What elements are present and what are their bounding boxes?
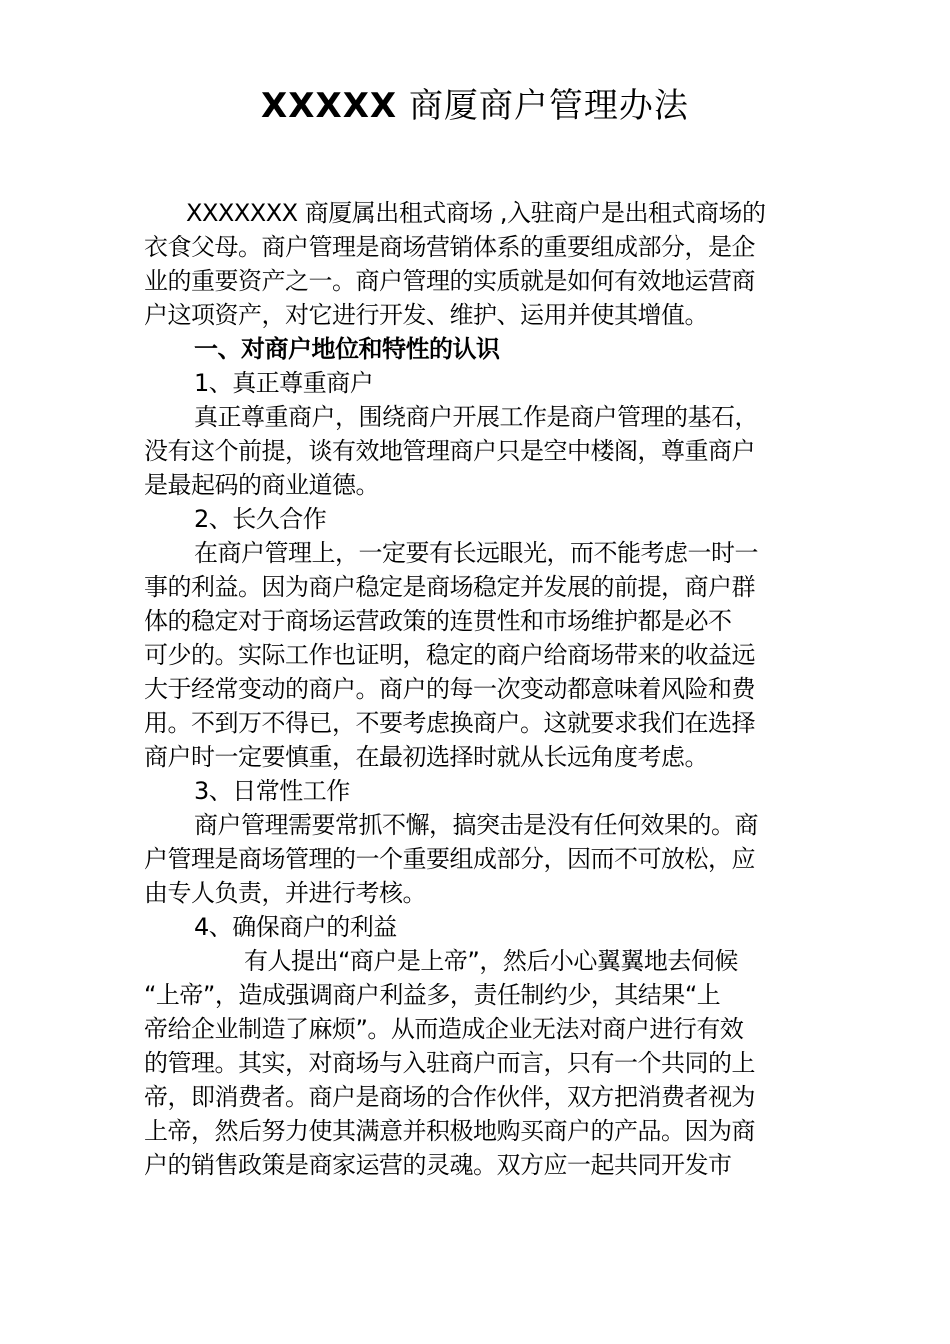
paragraph-line: 3、日常性工作 (194, 777, 350, 805)
section-heading: 一、对商户地位和特性的认识 (194, 335, 500, 363)
paragraph-line: 业的重要资产之一。商户管理的实质就是如何有效地运营商 (144, 267, 755, 295)
paragraph-line: “上帝”，造成强调商户利益多，责任制约少，其结果“上 (144, 981, 721, 1009)
paragraph-line: 可少的。实际工作也证明，稳定的商户给商场带来的收益远 (144, 641, 755, 669)
paragraph-line: 体的稳定对于商场运营政策的连贯性和市场维护都是必不 (144, 607, 732, 635)
paragraph-line: 没有这个前提，谈有效地管理商户只是空中楼阁，尊重商户 (144, 437, 755, 465)
paragraph-line: 在商户管理上，一定要有长远眼光，而不能考虑一时一 (194, 539, 758, 567)
paragraph-line: 商户管理需要常抓不懈，搞突击是没有任何效果的。商 (194, 811, 758, 839)
paragraph-line: 是最起码的商业道德。 (144, 471, 379, 499)
paragraph-line: 的管理。其实，对商场与入驻商户而言，只有一个共同的上 (144, 1049, 755, 1077)
title-text: 商厦商户管理办法 (408, 86, 689, 126)
paragraph-line: 有人提出“商户是上帝”，然后小心翼翼地去伺候 (244, 947, 738, 975)
paragraph-line: 真正尊重商户，围绕商户开展工作是商户管理的基石， (194, 403, 758, 431)
paragraph-line: 帝给企业制造了麻烦”。从而造成企业无法对商户进行有效 (144, 1015, 744, 1043)
paragraph-line: XXXXXXX 商厦属出租式商场 ,入驻商户是出租式商场的 (186, 199, 766, 227)
document-title (0, 82, 950, 130)
title-code: XXXXX (261, 86, 398, 126)
paragraph-line: 衣食父母。商户管理是商场营销体系的重要组成部分，是企 (144, 233, 755, 261)
paragraph-line: 事的利益。因为商户稳定是商场稳定并发展的前提，商户群 (144, 573, 755, 601)
paragraph-line: 用。不到万不得已，不要考虑换商户。这就要求我们在选择 (144, 709, 755, 737)
paragraph-line: 户的销售政策是商家运营的灵魂。双方应一起共同开发市 (144, 1151, 732, 1179)
paragraph-line: 户管理是商场管理的一个重要组成部分，因而不可放松，应 (144, 845, 755, 873)
paragraph-line: 1、真正尊重商户 (194, 369, 374, 397)
paragraph-line: 户这项资产，对它进行开发、维护、运用并使其增值。 (144, 301, 708, 329)
paragraph-line: 大于经常变动的商户。商户的每一次变动都意味着风险和费 (144, 675, 755, 703)
paragraph-line: 由专人负责，并进行考核。 (144, 879, 426, 907)
paragraph-line: 2、长久合作 (194, 505, 327, 533)
paragraph-line: 上帝，然后努力使其满意并积极地购买商户的产品。因为商 (144, 1117, 755, 1145)
paragraph-line: 帝，即消费者。商户是商场的合作伙伴，双方把消费者视为 (144, 1083, 755, 1111)
document-body (144, 196, 812, 1182)
paragraph-line: 4、确保商户的利益 (194, 913, 397, 941)
paragraph-line: 商户时一定要慎重，在最初选择时就从长远角度考虑。 (144, 743, 708, 771)
